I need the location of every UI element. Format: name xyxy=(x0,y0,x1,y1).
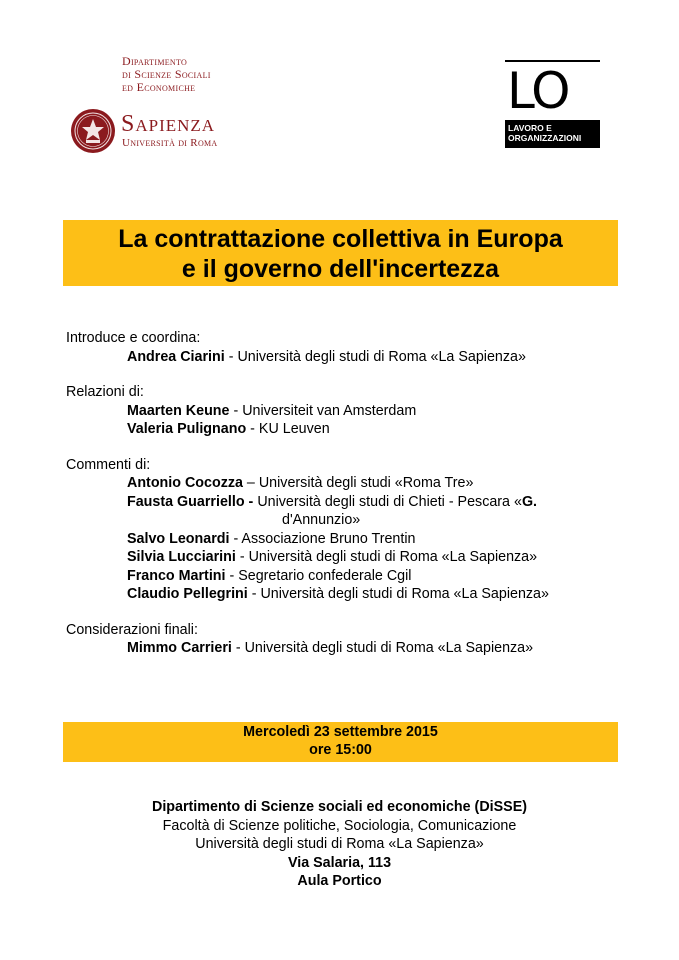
sapienza-seal-icon xyxy=(70,108,116,154)
speaker-name: Claudio Pellegrini xyxy=(127,586,248,602)
section-heading-commenti: Commenti di: xyxy=(66,456,151,473)
department-name: Dipartimento di Scienze Sociali ed Economiche xyxy=(122,54,211,94)
venue-address: Via Salaria, 113 xyxy=(287,854,392,871)
speaker-affiliation: Università degli studi di Roma «La Sapienza» xyxy=(260,586,549,602)
speaker-entry: Antonio Cocozza – Università degli studi «Roma Tre» xyxy=(127,475,474,491)
speaker-name: Valeria Pulignano xyxy=(127,421,247,437)
speaker-entry: Franco Martini - Segretario confederale Cgil xyxy=(127,567,412,584)
speaker-name: Fausta Guarriello - xyxy=(127,493,254,510)
lo-logo xyxy=(505,60,600,148)
speaker-name: Franco Martini xyxy=(127,567,226,584)
speaker-entry: Andrea Ciarini - Università degli studi di Roma «La Sapienza» xyxy=(127,348,526,365)
speaker-affiliation: Università degli studi «Roma Tre» xyxy=(258,475,474,491)
venue xyxy=(0,798,679,891)
speaker-affiliation: Università degli studi di Roma «La Sapienza» xyxy=(244,640,534,656)
speaker-affiliation-continuation: d'Annunzio» xyxy=(282,512,361,528)
speaker-entry: Maarten Keune - Universiteit van Amsterdam xyxy=(127,402,417,419)
venue-faculty: Facoltà di Scienze politiche, Sociologia, Comunicazione xyxy=(162,817,517,834)
venue-room: Aula Portico xyxy=(297,873,382,889)
speaker-name: Salvo Leonardi xyxy=(127,530,230,547)
venue-university: Università degli studi di Roma «La Sapienza» xyxy=(195,836,484,852)
speaker-entry: Claudio Pellegrini - Università degli studi di Roma «La Sapienza» xyxy=(127,586,549,602)
speaker-affiliation: Università degli studi di Roma «La Sapienza» xyxy=(237,348,526,365)
speaker-name: Maarten Keune xyxy=(127,402,230,419)
event-date: Mercoledì 23 settembre 2015 xyxy=(243,724,438,740)
speaker-affiliation: Universiteit van Amsterdam xyxy=(242,402,417,419)
section-heading-finali: Considerazioni finali: xyxy=(66,621,198,638)
university-subtitle: Università di Roma xyxy=(122,137,218,149)
speaker-entry: Mimmo Carrieri - Università degli studi di Roma «La Sapienza» xyxy=(127,640,534,656)
lo-caption: LAVORO E ORGANIZZAZIONI xyxy=(505,120,600,148)
speaker-name: Silvia Lucciarini xyxy=(127,549,236,565)
title-line-2: e il governo dell'incertezza xyxy=(181,255,500,283)
speaker-entry: Valeria Pulignano - KU Leuven xyxy=(127,421,330,437)
section-heading-intro: Introduce e coordina: xyxy=(66,330,201,346)
speaker-name: Andrea Ciarini xyxy=(127,348,225,365)
speaker-affiliation-tail: G. xyxy=(521,493,538,510)
speaker-affiliation: Associazione Bruno Trentin xyxy=(241,530,416,547)
speaker-name: Antonio Cocozza xyxy=(127,475,243,491)
date-band xyxy=(63,722,618,762)
speaker-entry: Silvia Lucciarini - Università degli studi di Roma «La Sapienza» xyxy=(127,549,538,565)
speaker-affiliation: KU Leuven xyxy=(258,421,330,437)
venue-department: Dipartimento di Scienze sociali ed economiche (DiSSE) xyxy=(152,799,527,815)
university-name: Sapienza xyxy=(121,111,216,137)
program xyxy=(66,329,646,658)
title-line-1: La contrattazione collettiva in Europa xyxy=(118,225,563,253)
speaker-name: Mimmo Carrieri xyxy=(127,640,232,656)
speaker-entry xyxy=(66,493,646,512)
lo-mark: LO xyxy=(507,62,569,120)
speaker-affiliation: Università degli studi di Roma «La Sapienza» xyxy=(248,549,538,565)
event-time: ore 15:00 xyxy=(309,742,372,758)
speaker-affiliation: Segretario confederale Cgil xyxy=(238,567,412,584)
title-band xyxy=(63,220,618,286)
section-heading-relazioni: Relazioni di: xyxy=(66,384,144,400)
speaker-affiliation: Università degli studi di Chieti - Pescara « xyxy=(257,493,522,510)
speaker-entry: Salvo Leonardi - Associazione Bruno Trentin xyxy=(127,530,416,547)
